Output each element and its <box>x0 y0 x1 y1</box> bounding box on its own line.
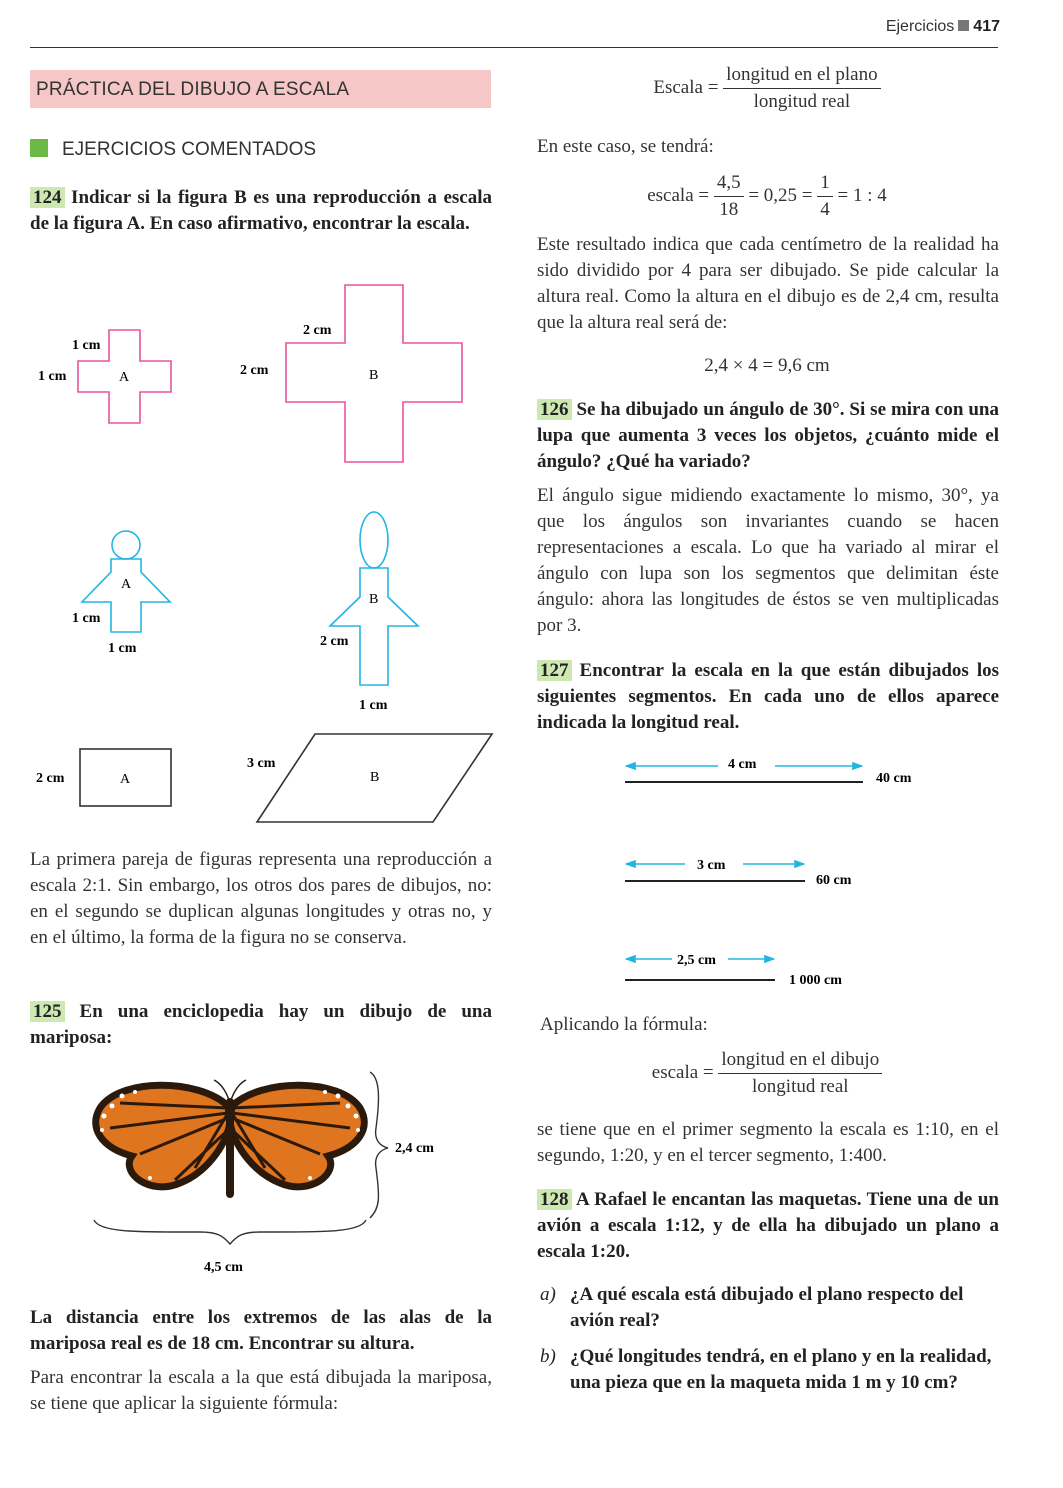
exercise-127-text: Encontrar la escala en la que están dibujados los siguientes segmentos. En cada uno de ellos aparece indicada la longitud real. <box>537 660 1000 733</box>
fraction <box>718 1047 882 1100</box>
exercise-126-statement <box>537 397 999 475</box>
exercise-127-statement <box>537 658 999 736</box>
item-b-label: b) <box>540 1346 556 1367</box>
segment-drawn-2: 3 cm <box>697 858 726 873</box>
exercise-124-answer: La primera pareja de figuras representa una reproducción a escala 2:1. Sin embargo, los otros dos pares de dibujos, no: en el segundo se duplican algunas longitudes y otras no, y en el último, la forma de la figura no se conserva. <box>30 849 492 948</box>
denominator: 18 <box>719 199 739 220</box>
numerator: 4,5 <box>714 170 744 197</box>
label-a2: A <box>121 577 132 592</box>
figures-124 <box>0 270 500 840</box>
fraction <box>817 170 833 223</box>
section-title: EJERCICIOS COMENTADOS <box>62 139 317 160</box>
label-2cm-left: 2 cm <box>240 363 269 378</box>
butterfly-image <box>96 1080 365 1198</box>
exercise-126-text: Se ha dibujado un ángulo de 30°. Si se mira con una lupa que aumenta 3 veces los objetos, ¿cuánto mide el ángulo? ¿Qué ha variado? <box>537 399 1000 472</box>
segment-drawn-3: 2,5 cm <box>677 953 716 968</box>
scale-calculation <box>537 170 997 223</box>
figure-b-body <box>330 568 418 685</box>
denominator: longitud real <box>752 1076 849 1097</box>
green-square-icon <box>30 139 48 157</box>
exercise-125-statement <box>30 999 492 1051</box>
numerator: longitud en el plano <box>723 62 880 89</box>
chapter-banner <box>30 70 491 108</box>
segment-real-3: 1 000 cm <box>789 973 842 988</box>
case-text: En este caso, se tendrá: <box>537 136 714 157</box>
denominator: longitud real <box>753 91 851 112</box>
denominator: 4 <box>820 199 830 220</box>
section-heading <box>30 139 316 161</box>
exercise-125-text: En una enciclopedia hay un dibujo de una mariposa: <box>30 1001 492 1048</box>
label-a1: A <box>119 370 130 385</box>
fraction <box>723 62 880 115</box>
exercise-127-answer: se tiene que en el primer segmento la escala es 1:10, en el segundo, 1:20, y en el tercer segmento, 1:400. <box>537 1119 999 1166</box>
exercise-125-question: La distancia entre los extremos de las alas de la mariposa real es de 18 cm. Encontrar su altura. <box>30 1307 492 1354</box>
label-2cm-a3: 2 cm <box>36 771 65 786</box>
header-section: Ejercicios <box>885 18 955 35</box>
exercise-128-item-b <box>540 1344 1002 1396</box>
width-brace <box>94 1220 366 1244</box>
exercise-128-statement <box>537 1187 999 1265</box>
label-2cm-top: 2 cm <box>303 323 332 338</box>
label-3cm-b3: 3 cm <box>247 756 276 771</box>
apply-formula-text: Aplicando la fórmula: <box>540 1014 708 1035</box>
label-b2: B <box>369 592 379 607</box>
segment-drawn-1: 4 cm <box>728 757 757 772</box>
label-b3: B <box>370 770 380 785</box>
exercise-125-answer-intro: Para encontrar la escala a la que está dibujada la mariposa, se tiene que aplicar la siguiente fórmula: <box>30 1367 492 1414</box>
head-b <box>360 512 388 568</box>
label-1cm-left: 1 cm <box>38 369 67 384</box>
exercise-124-text: Indicar si la figura B es una reproducción a escala de la figura A. En caso afirmativo, encontrar la escala. <box>30 187 492 234</box>
height-label: 2,4 cm <box>395 1141 434 1156</box>
formula-escala-dibujo <box>537 1047 997 1100</box>
item-b-text: ¿Qué longitudes tendrá, en el plano y en la realidad, una pieza que en la maqueta mida 1 m y 10 cm? <box>570 1346 992 1393</box>
numerator: longitud en el dibujo <box>718 1047 882 1074</box>
item-a-label: a) <box>540 1284 556 1305</box>
segments-figure <box>600 745 960 995</box>
item-a-text: ¿A qué escala está dibujado el plano respecto del avión real? <box>570 1284 964 1331</box>
header-rule <box>30 47 998 48</box>
exercise-number-127: 127 <box>537 660 572 681</box>
label-1cm-a2-bottom: 1 cm <box>108 641 137 656</box>
label-1cm-b2: 1 cm <box>359 698 388 713</box>
segment-real-1: 40 cm <box>876 771 912 786</box>
formula-escala-plano <box>537 62 997 115</box>
exercise-126-answer: El ángulo sigue midiendo exactamente lo mismo, 30°, ya que los ángulos son invariantes cuando se hacen representaciones a escala. Lo que ha variado al mirar el ángulo con lupa son los segmentos que delimitan éste ángulo: ahora las longitudes de éstos se ven multiplicadas por 3. <box>537 485 999 636</box>
exercise-125-explanation: Este resultado indica que cada centímetro de la realidad ha sido dividido por 4 para ser dibujado. Se pide calcular la altura real. Como la altura en el dibujo es de 2,4 cm, resulta que la altura real será de: <box>537 234 999 333</box>
exercise-number-125: 125 <box>30 1001 65 1022</box>
exercise-number-124: 124 <box>30 187 65 208</box>
page-number: 417 <box>973 18 1000 35</box>
label-a3: A <box>120 772 131 787</box>
exercise-number-126: 126 <box>537 399 572 420</box>
formula-lhs: Escala = <box>653 76 719 98</box>
butterfly-figure <box>80 1068 480 1283</box>
segment-real-2: 60 cm <box>816 873 852 888</box>
formula-lhs: escala = <box>651 1061 714 1083</box>
exercise-number-128: 128 <box>537 1189 572 1210</box>
banner-title: PRÁCTICA DEL DIBUJO A ESCALA <box>36 79 350 100</box>
height-brace <box>370 1072 388 1218</box>
numerator: 1 <box>817 170 833 197</box>
width-label: 4,5 cm <box>204 1260 243 1275</box>
head-a <box>112 531 140 559</box>
exercise-128-item-a <box>540 1282 1002 1334</box>
exercise-124-statement <box>30 185 492 237</box>
fraction <box>714 170 744 223</box>
square-icon <box>958 20 969 31</box>
calc-rhs: = 1 : 4 <box>837 184 887 206</box>
running-header <box>0 18 1000 36</box>
label-b1: B <box>369 368 379 383</box>
calc-mid: = 0,25 = <box>748 184 813 206</box>
calc-lhs: escala = <box>647 184 710 206</box>
exercise-128-text: A Rafael le encantan las maquetas. Tiene una de un avión a escala 1:12, y de ella ha dibujado un plano a escala 1:20. <box>537 1189 999 1262</box>
exercise-125-result: 2,4 × 4 = 9,6 cm <box>704 355 830 376</box>
label-2cm-b2: 2 cm <box>320 634 349 649</box>
label-1cm-top: 1 cm <box>72 338 101 353</box>
label-1cm-a2-left: 1 cm <box>72 611 101 626</box>
